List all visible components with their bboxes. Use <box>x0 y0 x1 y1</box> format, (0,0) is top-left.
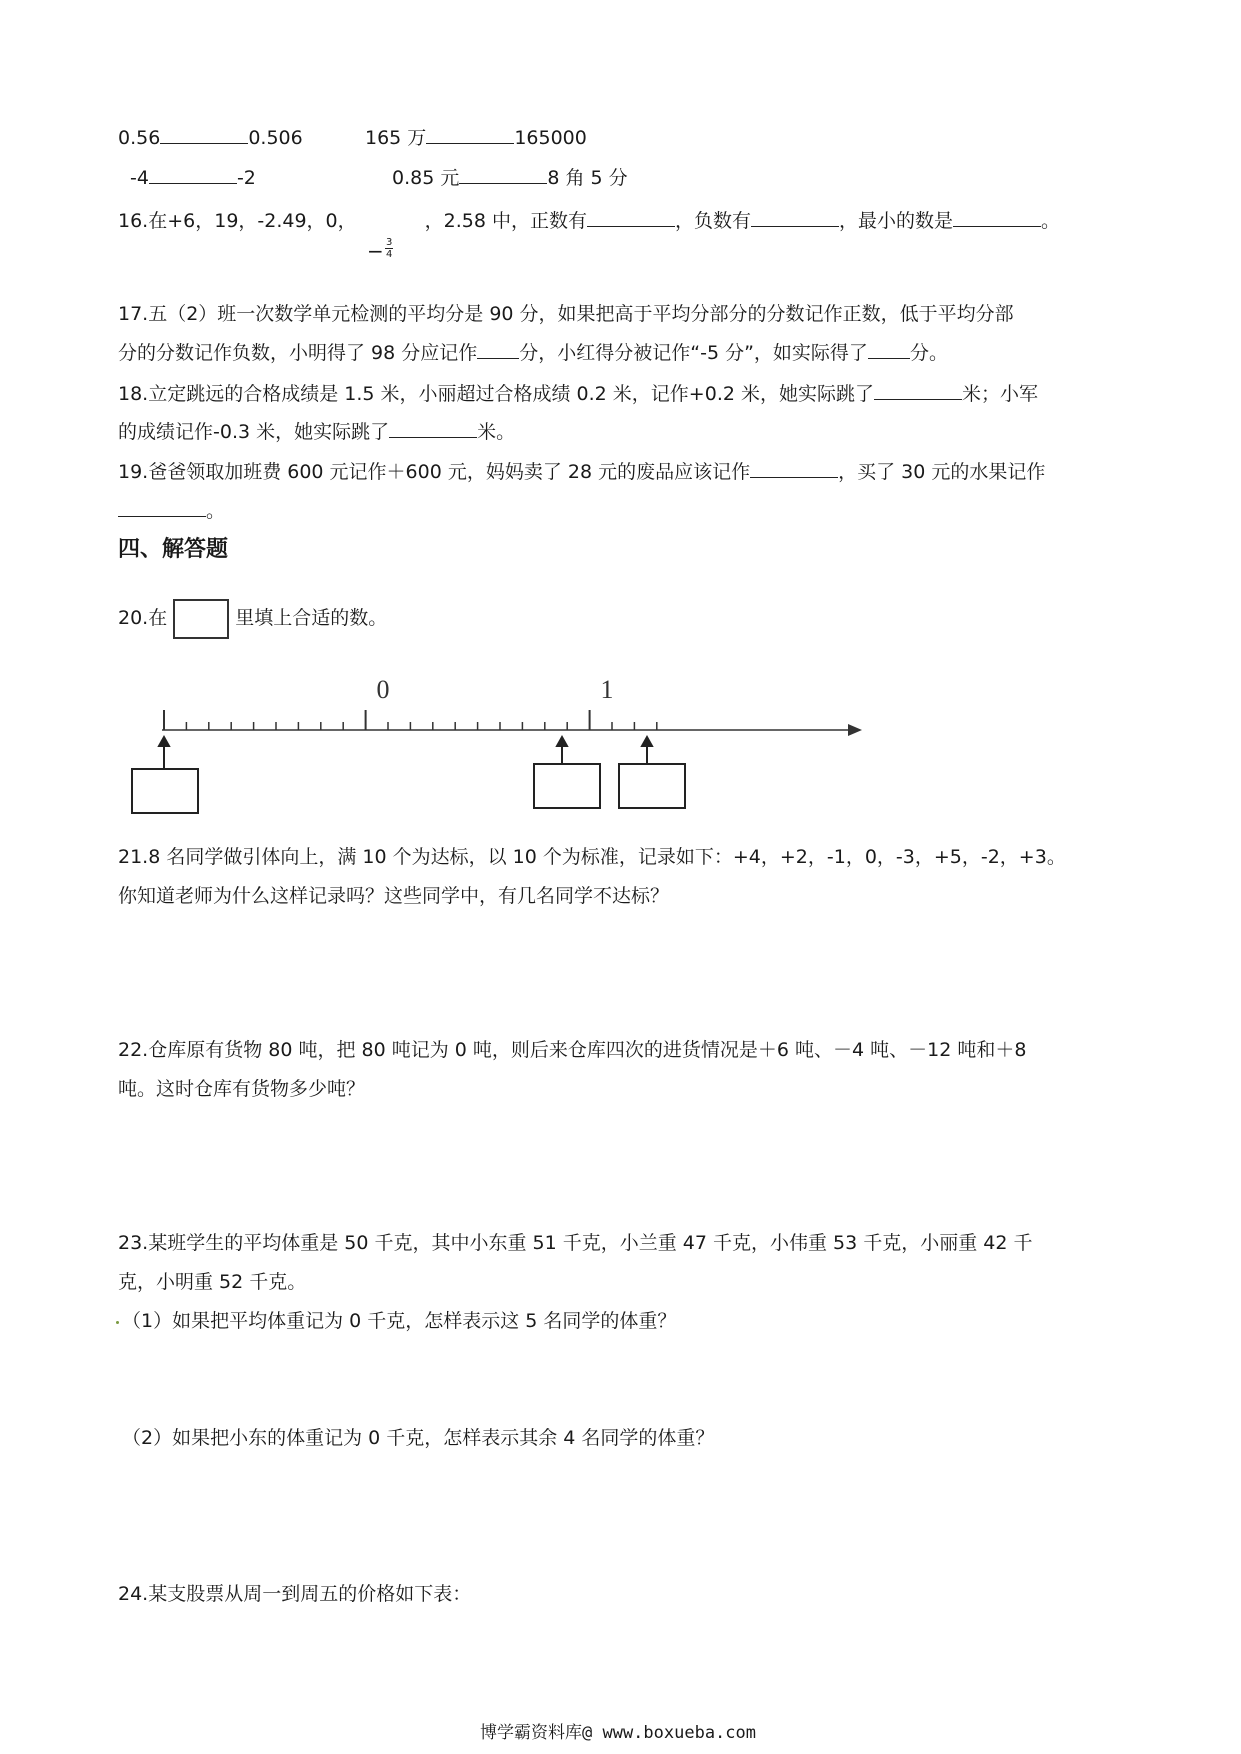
q16-suffix: ，2.58 中，正数有 <box>424 210 588 232</box>
q19-line2 <box>118 498 225 524</box>
q18-text-a: 18.立定跳远的合格成绩是 1.5 米，小丽超过合格成绩 0.2 米，记作+0.2 米，她实际跳了 <box>118 383 874 405</box>
compare-a-right: 0.506 <box>248 127 303 149</box>
answer-blank[interactable] <box>426 125 514 144</box>
answer-blank[interactable] <box>389 419 477 438</box>
compare-d-left: 0.85 元 <box>392 167 460 189</box>
compare-b-right: 165000 <box>514 127 587 149</box>
number-line <box>150 670 870 820</box>
q18-text-b: 米；小军 <box>962 383 1039 405</box>
label-zero: 0 <box>376 675 390 704</box>
q18-line2 <box>118 419 515 445</box>
compare-c-left: -4 <box>130 167 149 189</box>
arrow-up-icon <box>159 737 169 746</box>
answer-blank[interactable] <box>459 165 547 184</box>
q16-min: ，最小的数是 <box>839 210 954 232</box>
q22-line2: 吨。这时仓库有货物多少吨？ <box>118 1078 366 1100</box>
answer-blank[interactable] <box>750 459 838 478</box>
speck <box>116 1321 119 1324</box>
q20-prefix: 20.在 <box>118 607 168 629</box>
q22-line1: 22.仓库原有货物 80 吨，把 80 吨记为 0 吨，则后来仓库四次的进货情况是＋6 吨、－4 吨、－12 吨和＋8 <box>118 1039 1027 1061</box>
fraction-numerator: 3 <box>386 237 393 248</box>
q18-line1 <box>118 381 1038 407</box>
compare-row-2b <box>392 165 628 191</box>
q23-sub2: （2）如果把小东的体重记为 0 千克，怎样表示其余 4 名同学的体重？ <box>122 1427 715 1449</box>
q23-line2: 克，小明重 52 千克。 <box>118 1271 307 1293</box>
answer-blank[interactable] <box>149 165 237 184</box>
q18-text-d: 米。 <box>477 421 516 443</box>
compare-c-right: -2 <box>236 167 256 189</box>
q21-line2: 你知道老师为什么这样记录吗？这些同学中，有几名同学不达标？ <box>118 885 670 907</box>
q19-line1 <box>118 459 1045 485</box>
q16-line <box>118 208 1060 234</box>
answer-box-right[interactable] <box>618 763 686 809</box>
number-line-arrowhead <box>848 724 862 736</box>
q17-text-a: 分的分数记作负数，小明得了 98 分应记作 <box>118 342 478 364</box>
q20-suffix: 里填上合适的数。 <box>235 607 388 629</box>
compare-b-left: 165 万 <box>365 127 427 149</box>
q16-prefix: 16.在+6，19，-2.49，0， <box>118 210 357 232</box>
q23-line1: 23.某班学生的平均体重是 50 千克，其中小东重 51 千克，小兰重 47 千克，小伟重 53 千克，小丽重 42 千 <box>118 1232 1033 1254</box>
answer-blank[interactable] <box>868 340 910 359</box>
q16-neg: ，负数有 <box>675 210 752 232</box>
answer-blank[interactable] <box>160 125 248 144</box>
q17-text-c: 分。 <box>909 342 948 364</box>
answer-box-left[interactable] <box>131 768 199 814</box>
compare-row-1 <box>118 125 303 151</box>
section-heading: 四、解答题 <box>118 537 229 562</box>
q17-line1: 17.五（2）班一次数学单元检测的平均分是 90 分，如果把高于平均分部分的分数记作正数，低于平均分部 <box>118 303 1014 325</box>
q23-sub1: （1）如果把平均体重记为 0 千克，怎样表示这 5 名同学的体重？ <box>122 1310 677 1332</box>
footer-watermark: 博学霸资料库@ www.boxueba.com <box>480 1723 756 1743</box>
fraction <box>385 237 393 260</box>
answer-box-mid[interactable] <box>533 763 601 809</box>
answer-blank[interactable] <box>587 208 675 227</box>
compare-row-2 <box>130 165 256 191</box>
q17-text-b: 分，小红得分被记作“-5 分”，如实际得了 <box>519 342 868 364</box>
answer-blank[interactable] <box>477 340 519 359</box>
q19-text-a: 19.爸爸领取加班费 600 元记作＋600 元，妈妈卖了 28 元的废品应该记作 <box>118 461 751 483</box>
q24-line1: 24.某支股票从周一到周五的价格如下表： <box>118 1583 472 1605</box>
fraction-denominator: 4 <box>386 249 393 260</box>
answer-blank[interactable] <box>874 381 962 400</box>
q18-text-c: 的成绩记作-0.3 米，她实际跳了 <box>118 421 390 443</box>
q20-line <box>118 598 387 639</box>
q21-line1: 21.8 名同学做引体向上，满 10 个为达标，以 10 个为标准，记录如下：+4，+2，-1，0，-3，+5，-2，+3。 <box>118 846 1066 868</box>
compare-a-left: 0.56 <box>118 127 161 149</box>
label-one: 1 <box>600 675 614 704</box>
arrow-up-icon <box>642 737 652 746</box>
answer-blank[interactable] <box>953 208 1041 227</box>
q16-end: 。 <box>1041 210 1061 232</box>
q17-line2 <box>118 340 948 366</box>
q19-text-b: ，买了 30 元的水果记作 <box>838 461 1046 483</box>
compare-row-1b <box>365 125 587 151</box>
number-line-ticks <box>164 710 657 730</box>
answer-blank[interactable] <box>751 208 839 227</box>
arrow-up-icon <box>557 737 567 746</box>
q19-text-c: 。 <box>206 500 226 522</box>
compare-d-right: 8 角 5 分 <box>547 167 628 189</box>
answer-blank[interactable] <box>118 498 206 517</box>
fraction-minus: − <box>367 239 384 263</box>
answer-box-sample <box>173 599 229 639</box>
